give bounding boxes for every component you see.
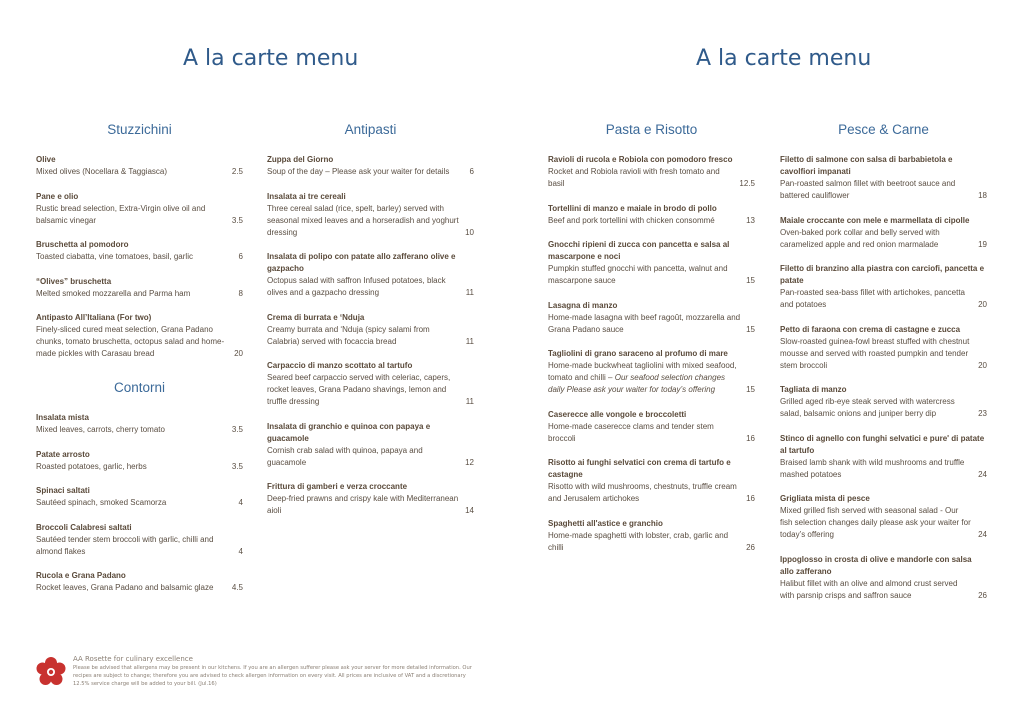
menu-item-price: 3.5 (231, 425, 243, 434)
menu-item-description: Pumpkin stuffed gnocchi with pancetta, walnut and mascarpone sauce (548, 264, 728, 285)
menu-item-name: Tagliata di manzo (780, 385, 847, 394)
menu-item-price: 10 (465, 227, 474, 237)
menu-item-name: Stinco di agnello con funghi selvatici e pure' di patate al tartufo (780, 433, 985, 455)
menu-item-name: Tagliolini di grano saraceno al profumo di mare (548, 349, 728, 358)
menu-item-name: Broccoli Calabresi saltati (36, 522, 132, 532)
section-title-stuzzichini: Stuzzichini (107, 122, 172, 137)
menu-item-name: Filetto di salmone con salsa di barbabietola e cavolfiori impanati (780, 155, 953, 176)
menu-item (267, 312, 474, 348)
menu-item (36, 449, 243, 473)
menu-item-name: Ravioli di rucola e Robiola con pomodoro fresco (548, 155, 733, 164)
menu-item-description-wrap (36, 288, 190, 300)
menu-item (548, 300, 755, 336)
menu-item-description: Sautéed tender stem broccoli with garlic, chilli and almond flakes (36, 534, 214, 556)
menu-item-name: Bruschetta al pomodoro (36, 240, 129, 249)
menu-item-name: Insalata di polipo con patate allo zafferano olive e gazpacho (267, 252, 456, 273)
menu-item-description-wrap (548, 421, 740, 445)
menu-item-description-wrap (36, 534, 233, 558)
menu-item-row (36, 166, 243, 178)
menu-item-row (36, 497, 243, 509)
menu-item-row (780, 396, 987, 420)
menu-item-description-wrap (36, 251, 193, 263)
menu-item-row (36, 288, 243, 300)
antipasti-list (267, 154, 474, 517)
menu-item-price: 20 (234, 349, 243, 358)
section-title-antipasti: Antipasti (344, 122, 397, 137)
menu-item-row (548, 215, 755, 227)
menu-item (267, 154, 474, 178)
menu-item-price: 8 (238, 288, 243, 298)
menu-item-price: 3.5 (231, 215, 243, 225)
menu-item (267, 481, 474, 517)
menu-item (267, 251, 474, 299)
menu-item-name: Patate arrosto (36, 449, 90, 459)
menu-item-row (36, 203, 243, 227)
menu-item-description: Oven-baked pork collar and belly served with caramelized apple and red onion marmalade (780, 227, 940, 249)
menu-item-name: Crema di burrata e ‘Nduja (267, 312, 365, 322)
menu-item-description: Mixed olives (Nocellara & Taggiasca) (36, 167, 168, 176)
menu-item-note: Our seafood selection changes daily Please ask your waiter for today’s offering (548, 373, 726, 394)
menu-item-row (780, 336, 987, 372)
menu-item-description: Roasted potatoes, garlic, herbs (36, 461, 147, 471)
menu-item-description-wrap (780, 578, 972, 602)
menu-item-price: 20 (978, 300, 987, 309)
menu-item-description: Rustic bread selection, Extra-Virgin olive oil and balsamic vinegar (36, 203, 206, 225)
menu-item-name: Risotto ai funghi selvatici con crema di tartufo e castagne (548, 458, 731, 479)
pesce-list (780, 154, 987, 602)
menu-item-row (267, 493, 474, 517)
menu-item-name: Carpaccio di manzo scottato al tartufo (267, 361, 413, 370)
menu-item-description: Cornish crab salad with quinoa, papaya and guacamole (267, 445, 423, 467)
menu-item (267, 421, 474, 469)
menu-item-row (780, 457, 987, 481)
menu-item-description: Deep-fried prawns and crispy kale with Mediterranean aioli (267, 494, 459, 515)
menu-item (548, 203, 755, 227)
menu-item-price: 4.5 (231, 583, 243, 592)
menu-item-description: Mixed grilled fish served with seasonal salad - Our fish selection changes daily please ask your waiter for today’s offering (780, 506, 971, 539)
menu-item-description: Soup of the day – Please ask your waiter for details (267, 167, 450, 176)
page-title-left: A la carte menu (183, 46, 359, 71)
menu-item-price: 12 (465, 457, 474, 467)
menu-item-name: Lasagna di manzo (548, 300, 618, 310)
menu-item-description-wrap (780, 505, 972, 541)
menu-item-price: 11 (465, 397, 474, 406)
menu-item-description: Creamy burrata and ‘Nduja (spicy salami from Calabria) served with focaccia bread (267, 324, 430, 346)
menu-item-row (780, 578, 987, 602)
menu-item (36, 239, 243, 263)
menu-item (36, 312, 243, 360)
menu-item-price: 14 (465, 506, 474, 515)
menu-item-row (36, 251, 243, 263)
menu-item-name: Tortellini di manzo e maiale in brodo di pollo (548, 203, 717, 213)
menu-item (36, 522, 243, 558)
menu-item (548, 239, 755, 287)
menu-item-description-wrap (36, 497, 166, 509)
menu-item (780, 493, 987, 541)
menu-item-description-wrap (267, 275, 460, 299)
menu-item-description-wrap (267, 203, 459, 239)
stuzzichini-column (36, 122, 243, 607)
menu-item-name: Insalata di granchio e quinoa con papaya e guacamole (267, 421, 431, 443)
menu-item-description: Pan-roasted salmon fillet with beetroot sauce and battered cauliflower (780, 179, 956, 200)
menu-item-row (780, 227, 987, 251)
menu-item-description: Home-made lasagna with beef ragoût, mozzarella and Grana Padano sauce (548, 312, 741, 334)
menu-item-row (267, 324, 474, 348)
menu-item-price: 3.5 (231, 461, 243, 471)
menu-item-row (548, 421, 755, 445)
menu-item-price: 6 (469, 167, 474, 176)
menu-item-row (36, 534, 243, 558)
menu-item-name: Filetto di branzino alla piastra con carciofi, pancetta e patate (780, 264, 985, 285)
menu-item-name: Olive (36, 155, 56, 164)
menu-item-name: Ippoglosso in crosta di olive e mandorle con salsa allo zafferano (780, 554, 972, 576)
menu-item (780, 433, 987, 481)
menu-item-description-wrap (780, 227, 972, 251)
menu-item-description: Three cereal salad (rice, spelt, barley) served with seasonal mixed leaves and a horseradish and yoghurt dressing (267, 203, 459, 237)
menu-item-price: 24 (978, 530, 987, 539)
menu-item-name: Rucola e Grana Padano (36, 571, 126, 580)
menu-item-description-wrap (267, 445, 459, 469)
menu-item-row (548, 481, 755, 505)
menu-item-row (780, 287, 987, 311)
menu-item-description-wrap (36, 203, 226, 227)
menu-item-description: Home-made buckwheat tagliolini with mixed seafood, tomato and chilli – (548, 361, 737, 382)
menu-item-name: Petto di faraona con crema di castagne e zucca (780, 324, 961, 334)
menu-item-price: 26 (978, 590, 987, 600)
aa-rosette-icon (36, 657, 66, 687)
menu-item-description-wrap (267, 493, 459, 517)
pasta-list (548, 154, 755, 554)
menu-item-row (36, 582, 243, 594)
menu-item-price: 23 (978, 409, 987, 418)
menu-item-description: Halibut fillet with an olive and almond crust served with parsnip crisps and saffron sauce (780, 578, 958, 600)
footer-title: AA Rosette for culinary excellence (73, 655, 193, 663)
menu-item-description: Mixed leaves, carrots, cherry tomato (36, 425, 165, 434)
menu-item-price: 24 (978, 469, 987, 479)
menu-item-price: 15 (746, 276, 755, 285)
menu-item (780, 384, 987, 420)
menu-item-description-wrap (548, 481, 740, 505)
menu-item-name: Insalata mista (36, 413, 89, 422)
menu-item-description-wrap (548, 263, 740, 287)
menu-item-description: Beef and pork tortellini with chicken consommé (548, 215, 715, 225)
menu-item (267, 191, 474, 239)
menu-item-price: 4 (238, 498, 243, 507)
menu-item-name: Frittura di gamberi e verza croccante (267, 482, 408, 491)
menu-item-description-wrap (36, 582, 213, 594)
menu-item-description: Octopus salad with saffron Infused potatoes, black olives and a gazpacho dressing (267, 276, 446, 297)
menu-item-description-wrap (548, 166, 733, 190)
menu-item (36, 412, 243, 436)
menu-item-description-wrap (36, 461, 147, 473)
menu-item-row (36, 424, 243, 436)
menu-item-row (780, 178, 987, 202)
menu-item-description: Finely-sliced cured meat selection, Grana Padano chunks, tomato bruschetta, octopus salad and home-made pickles with Carasau bread (36, 325, 225, 358)
menu-item-description: Slow-roasted guinea-fowl breast stuffed with chestnut mousse and served with roasted pumpkin and tender stem broccoli (780, 336, 970, 370)
allergen-note: Please be advised that allergens may be present in our kitchens. If you are an allergen sufferer please ask your server for more detailed information. Our recipes are subject to change; therefore you are advised to check allergen information on every visit. All prices are inclusive of VAT and a discretionary 12.5% service charge will be added to your bill. (Jul.16) (73, 665, 472, 687)
menu-item-price: 18 (978, 191, 987, 200)
section-title-pasta: Pasta e Risotto (605, 122, 698, 137)
antipasti-column (267, 122, 474, 530)
menu-item-name: “Olives” bruschetta (36, 276, 112, 286)
menu-item-row (548, 263, 755, 287)
menu-item-price: 12.5 (739, 179, 755, 188)
menu-item-description-wrap (780, 178, 972, 202)
menu-item-row (267, 445, 474, 469)
menu-item-description-wrap (548, 360, 740, 396)
menu-item (36, 276, 243, 300)
stuzzichini-list (36, 154, 243, 360)
menu-item-name: Maiale croccante con mele e marmellata di cipolle (780, 215, 970, 225)
menu-item (548, 457, 755, 505)
menu-item-description-wrap (780, 457, 972, 481)
menu-item-row (267, 166, 474, 178)
pasta-column (548, 122, 755, 566)
menu-item-price: 4 (238, 546, 243, 556)
menu-item-price: 20 (978, 360, 987, 370)
menu-item-row (267, 372, 474, 408)
menu-item (780, 263, 987, 311)
menu-item-description: Toasted ciabatta, vine tomatoes, basil, garlic (36, 252, 193, 261)
menu-item (548, 518, 755, 554)
menu-item-price: 26 (746, 542, 755, 552)
menu-item-price: 16 (746, 433, 755, 443)
menu-item-description-wrap (36, 424, 165, 436)
menu-item-row (548, 166, 755, 190)
menu-item-name: Zuppa del Giorno (267, 155, 334, 164)
menu-item-description-wrap (36, 324, 228, 360)
menu-item (780, 324, 987, 372)
menu-item-description-wrap (267, 166, 449, 178)
menu-item-row (548, 530, 755, 554)
menu-item-name: Grigliata mista di pesce (780, 494, 870, 503)
menu-item-description-wrap (267, 372, 460, 408)
menu-item-price: 11 (465, 336, 474, 346)
menu-item-description-wrap (548, 530, 740, 554)
menu-item-description-wrap (267, 324, 460, 348)
menu-item (780, 215, 987, 251)
menu-item-description-wrap (780, 336, 972, 372)
menu-item (267, 360, 474, 408)
menu-item-description: Home-made spaghetti with lobster, crab, garlic and chilli (548, 530, 729, 552)
menu-item-row (36, 461, 243, 473)
menu-item-name: Spaghetti all'astice e granchio (548, 518, 663, 528)
menu-item-description: Risotto with wild mushrooms, chestnuts, truffle cream and Jerusalem artichokes (548, 482, 737, 503)
menu-item-description: Grilled aged rib-eye steak served with watercress salad, balsamic onions and juniper berry dip (780, 397, 955, 418)
menu-item-description: Melted smoked mozzarella and Parma ham (36, 288, 191, 298)
menu-item-description-wrap (780, 287, 972, 311)
menu-item-row (36, 324, 243, 360)
menu-item-description-wrap (548, 312, 740, 336)
pesce-column (780, 122, 987, 614)
menu-item-price: 15 (746, 324, 755, 334)
menu-item (780, 554, 987, 602)
menu-item-name: Gnocchi ripieni di zucca con pancetta e salsa al mascarpone e noci (548, 240, 730, 261)
menu-item-name: Caserecce alle vongole e broccoletti (548, 409, 687, 419)
menu-item (548, 154, 755, 190)
menu-item-price: 16 (746, 494, 755, 503)
menu-item-description: Pan-roasted sea-bass fillet with artichokes, pancetta and potatoes (780, 288, 965, 309)
menu-item-description-wrap (548, 215, 715, 227)
menu-item-name: Insalata ai tre cereali (267, 191, 346, 201)
menu-item-description: Rocket leaves, Grana Padano and balsamic glaze (36, 583, 214, 592)
menu-item-name: Antipasto All’Italiana (For two) (36, 313, 152, 322)
menu-item (36, 485, 243, 509)
menu-item-price: 15 (746, 385, 755, 394)
menu-item-description-wrap (36, 166, 167, 178)
contorni-list (36, 412, 243, 594)
menu-item-description: Home-made caserecce clams and tender stem broccoli (548, 421, 714, 443)
menu-item (36, 191, 243, 227)
menu-item-row (548, 360, 755, 396)
menu-item-price: 2.5 (231, 167, 243, 176)
menu-item-price: 11 (465, 288, 474, 297)
menu-item (780, 154, 987, 202)
menu-item-price: 13 (746, 215, 755, 225)
menu-item-name: Pane e olio (36, 191, 79, 201)
menu-item-name: Spinaci saltati (36, 486, 90, 495)
menu-item-description-wrap (780, 396, 972, 420)
menu-item-price: 19 (978, 239, 987, 249)
section-title-contorni: Contorni (113, 380, 166, 395)
menu-item-row (780, 505, 987, 541)
menu-item-price: 6 (238, 252, 243, 261)
menu-item-row (267, 275, 474, 299)
menu-item (36, 570, 243, 594)
section-title-pesce: Pesce & Carne (838, 122, 929, 137)
menu-item-row (548, 312, 755, 336)
menu-item-description: Braised lamb shank with wild mushrooms and truffle mashed potatoes (780, 457, 965, 479)
menu-item (36, 154, 243, 178)
menu-item-row (267, 203, 474, 239)
menu-item-description: Rocket and Robiola ravioli with fresh tomato and basil (548, 167, 720, 188)
menu-item (548, 409, 755, 445)
page-title-right: A la carte menu (696, 46, 872, 71)
menu-item (548, 348, 755, 396)
menu-item-description: Seared beef carpaccio served with celeriac, capers, rocket leaves, Grana Padano shavings, lemon and truffle dressing (267, 373, 451, 406)
menu-item-description: Sautéed spinach, smoked Scamorza (36, 498, 167, 507)
